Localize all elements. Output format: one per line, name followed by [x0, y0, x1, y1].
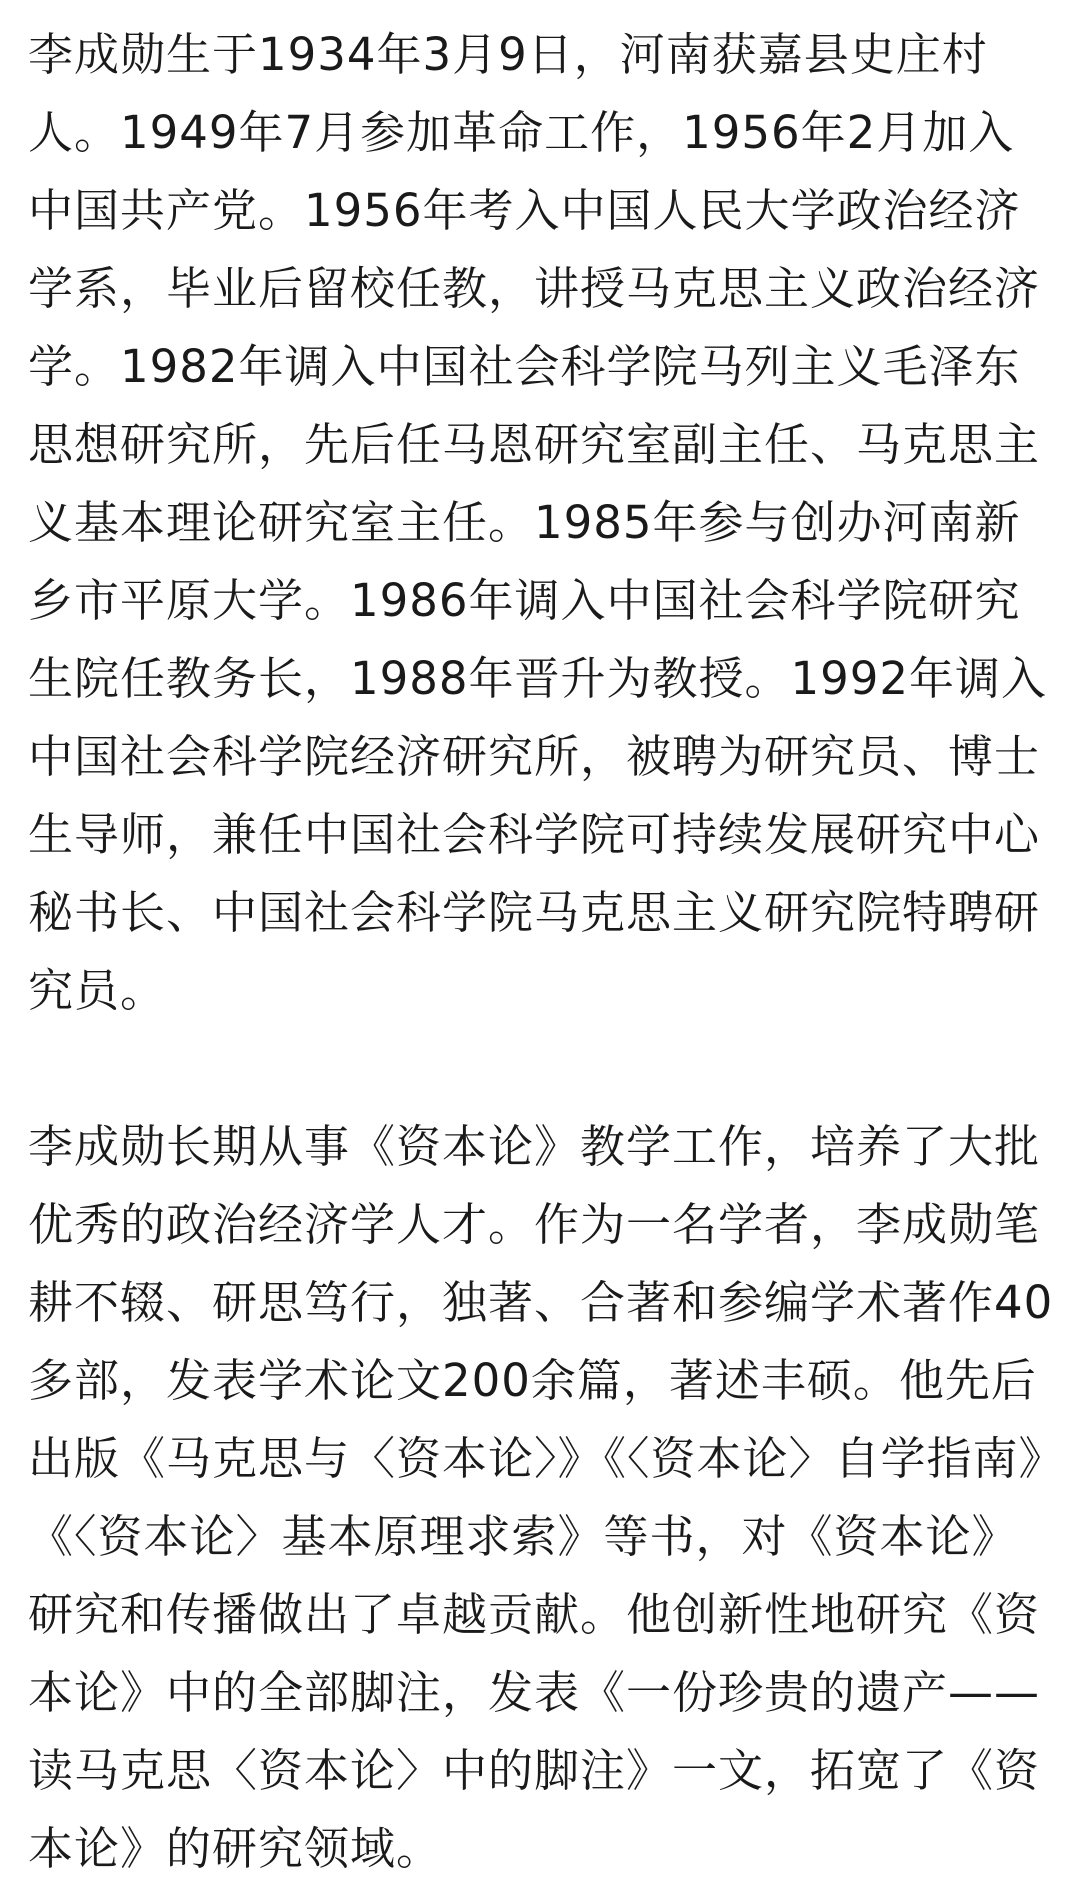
paragraph-spacer: [28, 1030, 1058, 1108]
article-body: [28, 16, 1058, 1888]
paragraph-biography: 李成勋生于1934年3月9日，河南获嘉县史庄村人。1949年7月参加革命工作，1956年2月加入中国共产党。1956年考入中国人民大学政治经济学系，毕业后留校任教，讲授马克思主义政治经济学。1982年调入中国社会科学院马列主义毛泽东思想研究所，先后任马恩研究室副主任、马克思主义基本理论研究室主任。1985年参与创办河南新乡市平原大学。1986年调入中国社会科学院研究生院任教务长，1988年晋升为教授。1992年调入中国社会科学院经济研究所，被聘为研究员、博士生导师，兼任中国社会科学院可持续发展研究中心秘书长、中国社会科学院马克思主义研究院特聘研究员。: [28, 28, 1048, 1017]
paragraph-scholarship: 李成勋长期从事《资本论》教学工作，培养了大批优秀的政治经济学人才。作为一名学者，李成勋笔耕不辍、研思笃行，独著、合著和参编学术著作40多部，发表学术论文200余篇，著述丰硕。他先后出版《马克思与〈资本论〉》《〈资本论〉自学指南》《〈资本论〉基本原理求索》等书，对《资本论》研究和传播做出了卓越贡献。他创新性地研究《资本论》中的全部脚注，发表《一份珍贵的遗产——读马克思〈资本论〉中的脚注》一文，拓宽了《资本论》的研究领域。: [28, 1120, 1054, 1875]
